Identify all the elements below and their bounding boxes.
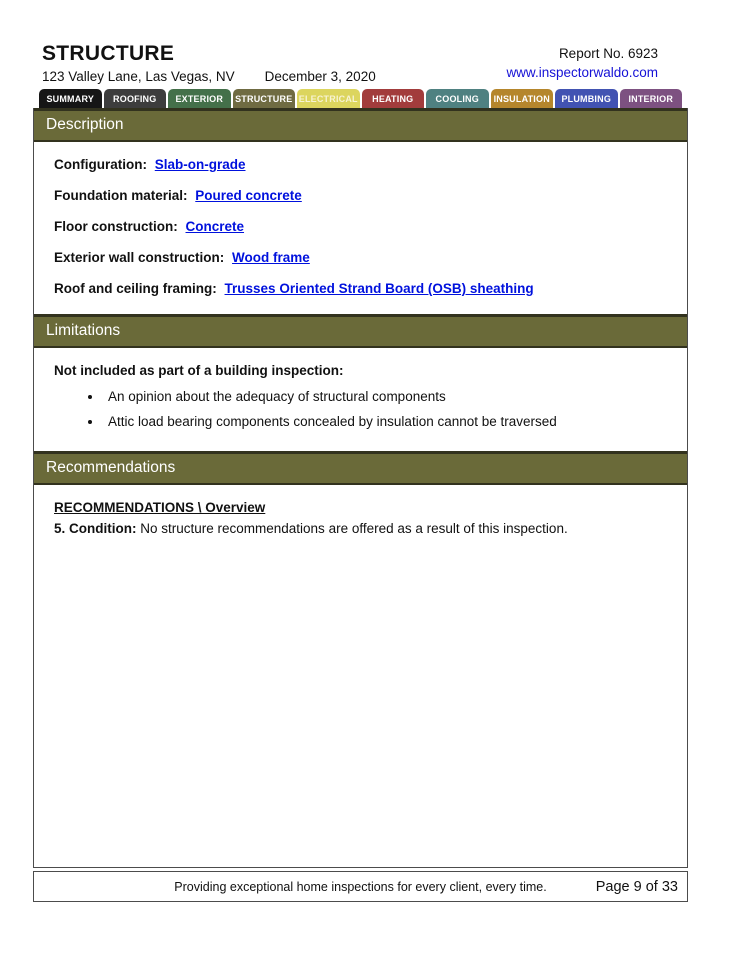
recommendation-condition (54, 521, 667, 537)
limitations-intro: Not included as part of a building inspection: (54, 363, 344, 378)
section-tab-bar (39, 89, 682, 108)
address-line (33, 69, 376, 84)
description-section-body (34, 142, 687, 314)
footer-tagline: Providing exceptional home inspections for every client, every time. (174, 879, 547, 894)
description-row (54, 188, 667, 204)
recommendations-section-header: Recommendations (34, 451, 687, 485)
report-body (33, 108, 688, 868)
inspection-date: December 3, 2020 (264, 69, 376, 84)
limitations-list (54, 388, 667, 430)
tab-insulation[interactable]: INSULATION (491, 89, 554, 108)
header-right (506, 42, 688, 80)
condition-text: No structure recommendations are offered as a result of this inspection. (136, 521, 568, 536)
limitations-list-item: • An opinion about the adequacy of structural components (103, 388, 667, 405)
description-label: Floor construction: (54, 219, 178, 234)
tab-electrical[interactable]: ELECTRICAL (297, 89, 360, 108)
tab-plumbing[interactable]: PLUMBING (555, 89, 618, 108)
tab-heating[interactable]: HEATING (362, 89, 425, 108)
recommendations-section-body (34, 485, 687, 867)
recommendations-subheading: RECOMMENDATIONS \ Overview (54, 500, 266, 515)
description-value-link[interactable]: Trusses Oriented Strand Board (OSB) sheathing (224, 281, 534, 296)
footer-bar (33, 871, 688, 902)
tab-exterior[interactable]: EXTERIOR (168, 89, 231, 108)
limitations-section-body (34, 348, 687, 451)
description-row (54, 219, 667, 235)
header-left (33, 42, 376, 84)
description-row (54, 281, 667, 297)
description-label: Roof and ceiling framing: (54, 281, 217, 296)
report-header (33, 42, 688, 84)
description-value-link[interactable]: Wood frame (232, 250, 310, 265)
description-row (54, 250, 667, 266)
report-number: Report No. 6923 (558, 46, 658, 61)
tab-structure[interactable]: STRUCTURE (233, 89, 296, 108)
property-address: 123 Valley Lane, Las Vegas, NV (42, 69, 235, 84)
description-value-link[interactable]: Concrete (185, 219, 245, 234)
description-value-link[interactable]: Poured concrete (195, 188, 302, 203)
page-number: Page 9 of 33 (595, 878, 678, 895)
condition-label: 5. Condition: (54, 521, 137, 536)
limitations-section-header: Limitations (34, 314, 687, 348)
limitations-list-item: • Attic load bearing components concealed by insulation cannot be traversed (103, 413, 667, 430)
description-label: Foundation material: (54, 188, 188, 203)
tab-roofing[interactable]: ROOFING (104, 89, 167, 108)
page-title: STRUCTURE (42, 42, 175, 65)
description-value-link[interactable]: Slab-on-grade (154, 157, 246, 172)
tab-summary[interactable]: SUMMARY (39, 89, 102, 108)
website-link[interactable]: www.inspectorwaldo.com (506, 65, 658, 80)
description-row (54, 157, 667, 173)
tab-interior[interactable]: INTERIOR (620, 89, 683, 108)
description-section-header: Description (34, 108, 687, 142)
description-label: Configuration: (54, 157, 147, 172)
description-label: Exterior wall construction: (54, 250, 225, 265)
tab-cooling[interactable]: COOLING (426, 89, 489, 108)
